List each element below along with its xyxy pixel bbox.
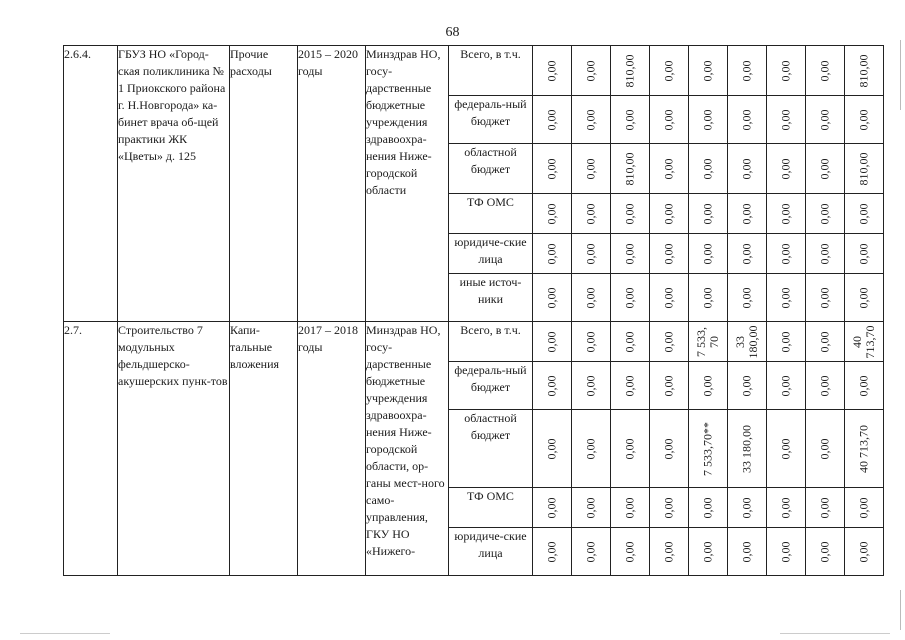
value-cell: 0,00	[661, 243, 676, 264]
value-cell: 0,00	[544, 60, 559, 81]
program-activities-table	[63, 45, 884, 576]
value-cell: 0,00	[661, 438, 676, 459]
value-cell: 0,00	[856, 375, 871, 396]
table-row	[64, 322, 884, 362]
value-cell: 0,00	[739, 60, 754, 81]
value-cell: 0,00	[544, 287, 559, 308]
value-cell: 0,00	[583, 438, 598, 459]
value-cell: 0,00	[817, 158, 832, 179]
value-cell: 40 713,70	[856, 424, 871, 473]
value-cell: 0,00	[544, 109, 559, 130]
value-cell: 0,00	[817, 375, 832, 396]
value-cell: 0,00	[739, 541, 754, 562]
value-cell: 7 533, 70	[694, 326, 721, 357]
funding-source: ТФ ОМС	[449, 488, 533, 528]
value-cell: 0,00	[544, 541, 559, 562]
value-cell: 0,00	[700, 243, 715, 264]
value-cell: 0,00	[817, 497, 832, 518]
funding-source: федераль-ный бюджет	[449, 362, 533, 410]
value-cell: 0,00	[739, 203, 754, 224]
funding-source: областной бюджет	[449, 144, 533, 194]
value-cell: 0,00	[778, 438, 793, 459]
executor: Минздрав НО, госу-дарственные бюджетные учреждения здравоохра-нения Ниже-городской области	[366, 46, 449, 322]
value-cell: 0,00	[778, 375, 793, 396]
value-cell: 0,00	[583, 203, 598, 224]
value-cell: 33 180,00	[739, 424, 754, 473]
value-cell: 0,00	[817, 331, 832, 352]
value-cell: 0,00	[778, 331, 793, 352]
value-cell: 0,00	[661, 375, 676, 396]
value-cell: 810,00	[622, 152, 637, 185]
value-cell: 0,00	[739, 497, 754, 518]
value-cell: 0,00	[622, 287, 637, 308]
value-cell: 0,00	[778, 158, 793, 179]
value-cell: 0,00	[778, 60, 793, 81]
value-cell: 0,00	[622, 497, 637, 518]
funding-source: Всего, в т.ч.	[449, 46, 533, 96]
value-cell: 0,00	[622, 109, 637, 130]
value-cell: 0,00	[583, 243, 598, 264]
value-cell: 0,00	[700, 287, 715, 308]
value-cell: 0,00	[622, 243, 637, 264]
value-cell: 0,00	[700, 497, 715, 518]
period: 2017 – 2018 годы	[298, 322, 366, 576]
table-row	[64, 46, 884, 96]
value-cell: 0,00	[583, 60, 598, 81]
value-cell: 0,00	[700, 203, 715, 224]
scan-edge-mark	[900, 40, 901, 110]
value-cell: 0,00	[778, 109, 793, 130]
value-cell: 0,00	[544, 438, 559, 459]
value-cell: 0,00	[700, 158, 715, 179]
value-cell: 0,00	[544, 375, 559, 396]
item-name: ГБУЗ НО «Город-ская поликлиника № 1 Приокского района г. Н.Новгорода» ка-бинет врача об-щей практики ЖК «Цветы» д. 125	[118, 46, 230, 322]
scan-footer-line	[780, 633, 890, 634]
value-cell: 0,00	[778, 541, 793, 562]
value-cell: 0,00	[817, 243, 832, 264]
value-cell: 40 713,70	[850, 325, 877, 358]
item-number: 2.7.	[64, 322, 118, 576]
value-cell: 810,00	[856, 152, 871, 185]
scan-footer-line	[20, 633, 110, 634]
period: 2015 – 2020 годы	[298, 46, 366, 322]
value-cell: 0,00	[583, 331, 598, 352]
value-cell: 0,00	[622, 541, 637, 562]
value-cell: 0,00	[583, 375, 598, 396]
value-cell: 0,00	[700, 541, 715, 562]
value-cell: 0,00	[583, 287, 598, 308]
funding-source: областной бюджет	[449, 410, 533, 488]
funding-source: иные источ-ники	[449, 274, 533, 322]
value-cell: 0,00	[661, 109, 676, 130]
value-cell: 0,00	[661, 331, 676, 352]
value-cell: 0,00	[856, 541, 871, 562]
value-cell: 0,00	[739, 375, 754, 396]
value-cell: 33 180,00	[733, 325, 760, 358]
value-cell: 0,00	[739, 109, 754, 130]
value-cell: 0,00	[583, 541, 598, 562]
item-number: 2.6.4.	[64, 46, 118, 322]
value-cell: 0,00	[661, 158, 676, 179]
value-cell: 0,00	[622, 203, 637, 224]
value-cell: 0,00	[739, 287, 754, 308]
value-cell: 0,00	[817, 541, 832, 562]
value-cell: 810,00	[622, 54, 637, 87]
value-cell: 0,00	[778, 243, 793, 264]
scan-edge-mark	[900, 590, 901, 630]
value-cell: 0,00	[544, 203, 559, 224]
item-name: Строительство 7 модульных фельдшерско-акушерских пунк-тов	[118, 322, 230, 576]
value-cell: 0,00	[739, 158, 754, 179]
value-cell: 0,00	[661, 203, 676, 224]
funding-source: Всего, в т.ч.	[449, 322, 533, 362]
value-cell: 0,00	[661, 60, 676, 81]
value-cell: 0,00	[856, 109, 871, 130]
value-cell: 7 533,70**	[700, 421, 715, 476]
funding-source: юридиче-ские лица	[449, 234, 533, 274]
value-cell: 0,00	[700, 109, 715, 130]
funding-source: федераль-ный бюджет	[449, 96, 533, 144]
value-cell: 0,00	[544, 497, 559, 518]
value-cell: 0,00	[739, 243, 754, 264]
value-cell: 0,00	[856, 287, 871, 308]
value-cell: 0,00	[817, 60, 832, 81]
funding-source: ТФ ОМС	[449, 194, 533, 234]
expense-type: Прочие расходы	[230, 46, 298, 322]
expense-type: Капи-тальные вложения	[230, 322, 298, 576]
value-cell: 0,00	[856, 497, 871, 518]
value-cell: 0,00	[622, 331, 637, 352]
value-cell: 0,00	[778, 287, 793, 308]
value-cell: 0,00	[661, 497, 676, 518]
page-number: 68	[445, 25, 460, 40]
value-cell: 0,00	[583, 109, 598, 130]
value-cell: 0,00	[544, 331, 559, 352]
value-cell: 0,00	[583, 158, 598, 179]
value-cell: 0,00	[661, 287, 676, 308]
value-cell: 0,00	[622, 438, 637, 459]
value-cell: 0,00	[622, 375, 637, 396]
value-cell: 0,00	[700, 60, 715, 81]
value-cell: 0,00	[700, 375, 715, 396]
value-cell: 0,00	[817, 287, 832, 308]
value-cell: 0,00	[817, 203, 832, 224]
value-cell: 0,00	[856, 243, 871, 264]
value-cell: 0,00	[544, 243, 559, 264]
value-cell: 0,00	[544, 158, 559, 179]
value-cell: 0,00	[817, 109, 832, 130]
value-cell: 0,00	[817, 438, 832, 459]
funding-source: юридиче-ские лица	[449, 528, 533, 576]
value-cell: 0,00	[856, 203, 871, 224]
value-cell: 810,00	[856, 54, 871, 87]
executor: Минздрав НО, госу-дарственные бюджетные учреждения здравоохра-нения Ниже-городской области, ор-ганы мест-ного само-управления, ГКУ НО «Нижего-	[366, 322, 449, 576]
value-cell: 0,00	[778, 497, 793, 518]
value-cell: 0,00	[661, 541, 676, 562]
value-cell: 0,00	[583, 497, 598, 518]
value-cell: 0,00	[778, 203, 793, 224]
